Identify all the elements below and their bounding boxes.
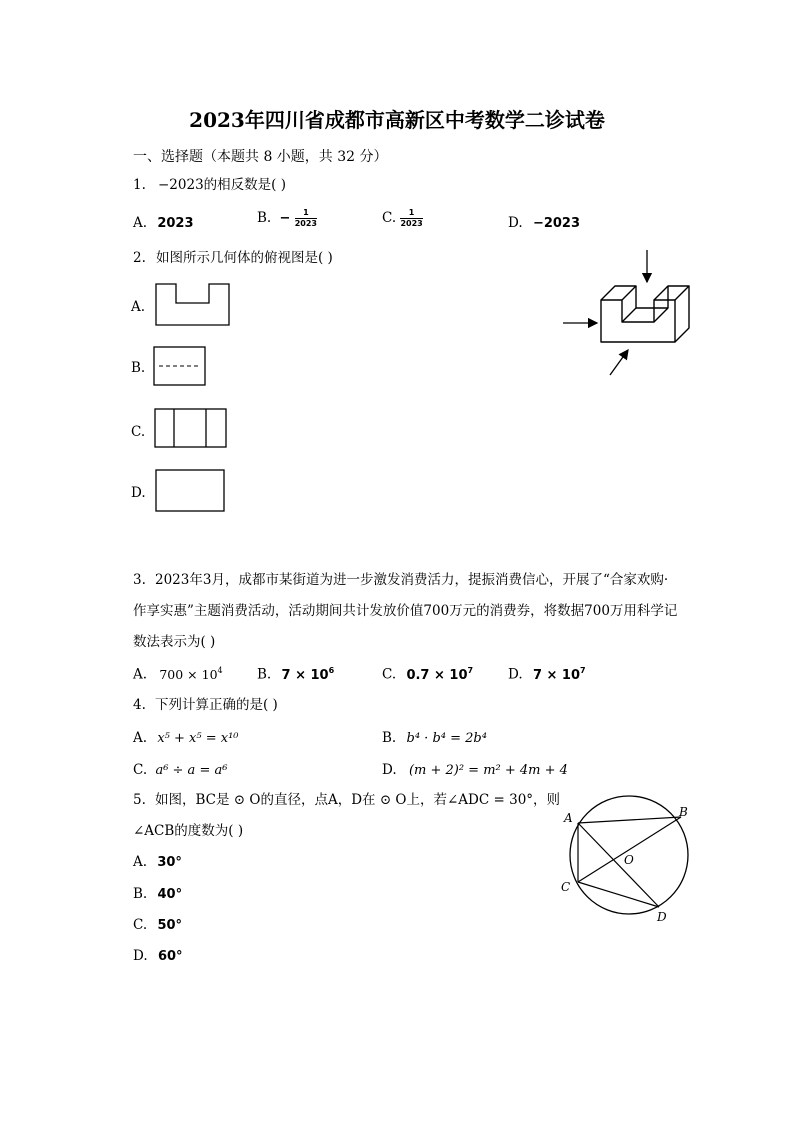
option-label: B. <box>133 886 148 902</box>
option-value: −2023 <box>532 216 581 231</box>
option-label: A. <box>133 666 148 683</box>
option-label: A. <box>133 854 148 870</box>
option-exponent: 4 <box>217 666 223 675</box>
q2-option-b-figure <box>153 346 207 387</box>
q2-option-a-label: A. <box>131 299 146 315</box>
q3-option-d <box>508 666 586 683</box>
option-label: C. <box>133 762 148 778</box>
q3-option-c <box>382 666 473 683</box>
option-exponent: 6 <box>328 666 335 675</box>
option-value: a⁶ ÷ a = a⁶ <box>155 763 228 778</box>
q2-option-b-label: B. <box>131 360 146 376</box>
q1-option-a <box>133 215 194 231</box>
option-label: C. <box>133 917 148 933</box>
q2-stem: 如图所示几何体的俯视图是( ) <box>156 250 333 266</box>
fraction-denominator: 2023 <box>400 219 423 228</box>
fraction-numerator: 1 <box>400 209 422 219</box>
q1-option-d <box>508 215 580 231</box>
exam-title: 2023年四川省成都市高新区中考数学二诊试卷 <box>189 108 605 132</box>
q3-line3: 数法表示为( ) <box>133 634 216 650</box>
option-label: B. <box>257 666 272 683</box>
option-label: A. <box>133 730 148 746</box>
option-label: B. <box>382 730 397 746</box>
option-value: 7 × 10 <box>281 667 329 683</box>
option-value: b⁴ · b⁴ = 2b⁴ <box>406 731 487 746</box>
q4-option-d <box>382 762 568 778</box>
section-heading: 一、选择题（本题共 8 小题，共 32 分） <box>133 149 388 165</box>
option-label: C. <box>382 210 397 226</box>
q3-line1: 2023年3月，成都市某街道为进一步激发消费活力，提振消费信心，开展了“合家欢购· <box>155 572 669 588</box>
q5-option-b <box>133 886 182 902</box>
segment-ab <box>578 817 681 823</box>
q2-number: 2. <box>133 250 146 266</box>
q5-line1: 如图，BC是 ⊙ O的直径，点A，D在 ⊙ O上，若∠ADC = 30°，则 <box>155 792 561 808</box>
segment-cb <box>578 817 681 882</box>
point-a-label: A <box>564 811 573 825</box>
option-value: 40° <box>157 887 183 902</box>
option-label: C. <box>382 666 397 683</box>
q2-solid-figure <box>560 248 700 380</box>
minus-sign: − <box>279 211 291 226</box>
option-label: B. <box>257 210 272 226</box>
point-b-label: B <box>679 805 688 819</box>
q2-option-a-figure <box>155 283 231 327</box>
q4-option-b <box>382 730 487 746</box>
q2-option-d-figure <box>155 469 226 513</box>
q4-option-a <box>133 730 239 746</box>
option-value: 7 × 10 <box>532 667 581 683</box>
q5-line2: ∠ACB的度数为( ) <box>133 823 244 839</box>
q1-stem: −2023的相反数是( ) <box>158 177 286 193</box>
q1-option-c <box>382 209 423 228</box>
option-value: 30° <box>157 855 182 870</box>
arrow-bottom-icon <box>610 350 628 375</box>
q2-option-c-label: C. <box>131 424 146 440</box>
option-exponent: 7 <box>467 666 474 675</box>
q5-circle-figure <box>555 790 705 925</box>
q1-option-b <box>257 209 317 228</box>
q3-option-a <box>133 666 223 683</box>
q4-stem: 下列计算正确的是( ) <box>155 697 278 713</box>
option-label: D. <box>508 215 523 231</box>
point-o-label: O <box>624 853 634 867</box>
q2-option-c-figure <box>154 408 228 449</box>
q3-number: 3. <box>133 572 146 588</box>
q5-option-c <box>133 917 182 933</box>
q4-number: 4. <box>133 697 146 713</box>
option-value: 60° <box>157 949 183 964</box>
fraction-numerator: 1 <box>295 209 317 219</box>
option-label: A. <box>133 215 148 231</box>
q1-number: 1. <box>133 177 146 193</box>
q2-option-d-label: D. <box>131 485 146 501</box>
q5-number: 5. <box>133 792 146 808</box>
option-label: D. <box>133 948 148 964</box>
q4-option-c <box>133 762 227 778</box>
option-label: D. <box>508 666 523 683</box>
option-value: 2023 <box>157 216 194 231</box>
fraction <box>400 209 422 228</box>
option-label: D. <box>382 762 397 778</box>
fraction <box>295 209 317 228</box>
q5-option-d <box>133 948 183 964</box>
fraction-denominator: 2023 <box>294 219 317 228</box>
option-value: (m + 2)² = m² + 4m + 4 <box>408 763 568 778</box>
option-value: 0.7 × 10 <box>406 667 468 683</box>
q5-option-a <box>133 854 182 870</box>
option-exponent: 7 <box>580 666 586 675</box>
q3-option-b <box>257 666 334 683</box>
point-c-label: C <box>561 880 571 894</box>
q3-line2: 作享实惠”主题消费活动，活动期间共计发放价值700万元的消费券，将数据700万用科学记 <box>133 603 678 619</box>
option-value: 700 × 10 <box>159 666 218 682</box>
option-value: 50° <box>157 918 183 933</box>
option-value: x⁵ + x⁵ = x¹⁰ <box>157 731 239 746</box>
point-d-label: D <box>657 910 667 924</box>
